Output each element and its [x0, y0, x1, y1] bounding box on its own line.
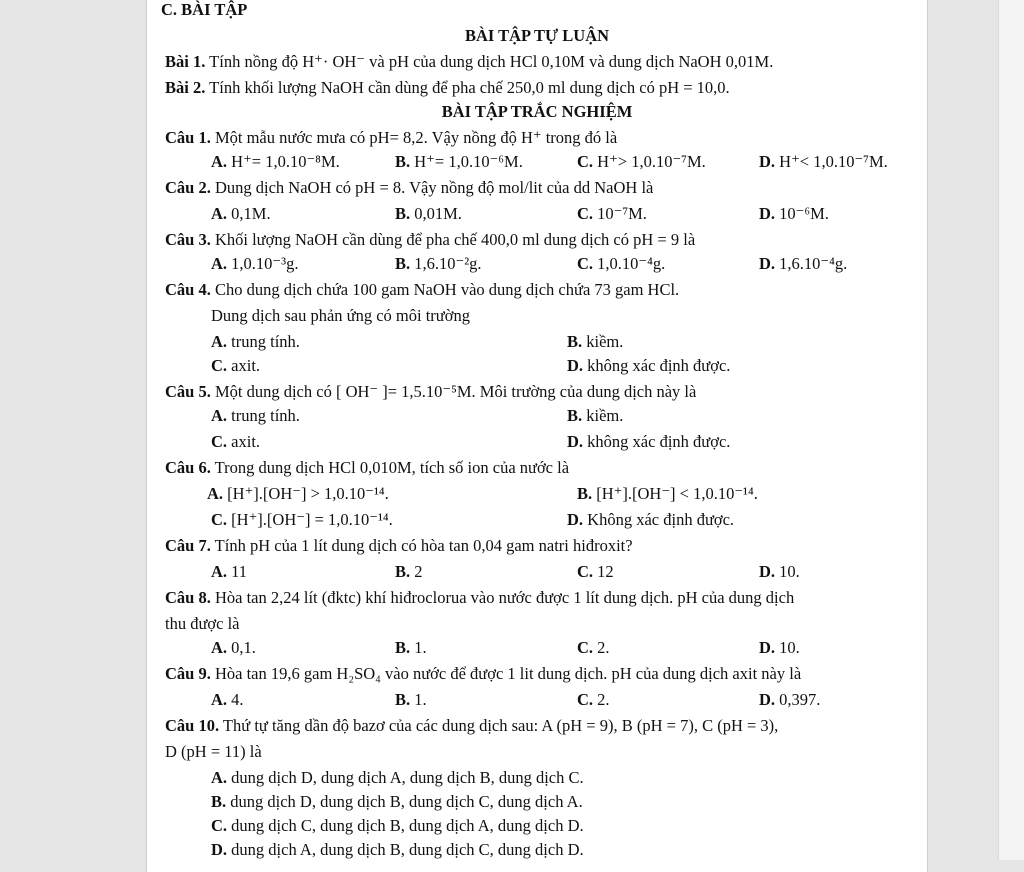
- option-c[interactable]: [577, 690, 610, 710]
- option-d[interactable]: [759, 204, 829, 224]
- option-key: A.: [211, 332, 228, 351]
- option-key: D.: [759, 254, 776, 273]
- option-text: H⁺< 1,0.10⁻⁷M.: [779, 152, 888, 171]
- option-text: H⁺> 1,0.10⁻⁷M.: [597, 152, 706, 171]
- option-text: 0,1.: [231, 638, 256, 657]
- option-text: 10.: [779, 638, 800, 657]
- option-key: C.: [211, 432, 228, 451]
- option-text: dung dịch D, dung dịch B, dung dịch C, dung dịch A.: [230, 792, 583, 811]
- option-text: [H⁺].[OH⁻] > 1,0.10⁻¹⁴.: [227, 484, 389, 503]
- question-label: Câu 1.: [165, 128, 211, 147]
- option-key: D.: [567, 510, 584, 529]
- option-c[interactable]: [211, 510, 393, 530]
- option-a[interactable]: [211, 406, 300, 426]
- option-b[interactable]: [577, 484, 758, 504]
- question-text: Một dung dịch có [ OH⁻ ]= 1,5.10⁻⁵M. Môi trường của dung dịch này là: [214, 382, 697, 401]
- essay-item: [165, 52, 773, 72]
- option-a[interactable]: [211, 254, 298, 274]
- question-text: Dung dịch NaOH có pH = 8. Vậy nồng độ mol/lit của dd NaOH là: [214, 178, 654, 197]
- option-text: kiềm.: [586, 406, 624, 425]
- option-key: C.: [211, 510, 228, 529]
- question-label: Câu 9.: [165, 664, 211, 683]
- question-text: Trong dung dịch HCl 0,010M, tích số ion của nước là: [214, 458, 570, 477]
- option-b[interactable]: [395, 638, 427, 658]
- question-label: Câu 10.: [165, 716, 220, 735]
- option-key: C.: [577, 204, 594, 223]
- document-page: [146, 0, 928, 872]
- question-text: Một mẫu nước mưa có pH= 8,2. Vậy nồng độ H⁺ trong đó là: [214, 128, 618, 147]
- question-2: [165, 178, 653, 198]
- question-text: Khối lượng NaOH cần dùng để pha chế 400,0 ml dung dịch có pH = 9 là: [214, 230, 696, 249]
- option-a[interactable]: [211, 638, 256, 658]
- option-key: B.: [395, 204, 411, 223]
- question-text: Tính pH của 1 lít dung dịch có hòa tan 0,04 gam natri hiđroxit?: [214, 536, 633, 555]
- option-key: A.: [211, 406, 228, 425]
- option-key: A.: [211, 768, 228, 787]
- option-a[interactable]: [211, 152, 340, 172]
- option-c[interactable]: [577, 562, 614, 582]
- option-key: C.: [211, 356, 228, 375]
- question-1: [165, 128, 617, 148]
- option-key: B.: [567, 406, 583, 425]
- option-text: 11: [231, 562, 248, 581]
- option-b[interactable]: [395, 204, 462, 224]
- option-c[interactable]: [211, 432, 260, 452]
- option-b[interactable]: [395, 562, 423, 582]
- question-8: [165, 588, 794, 608]
- option-c[interactable]: [577, 204, 647, 224]
- option-b[interactable]: [567, 332, 623, 352]
- option-text: axit.: [231, 432, 261, 451]
- option-text: dung dịch D, dung dịch A, dung dịch B, dung dịch C.: [231, 768, 584, 787]
- option-b[interactable]: [395, 690, 427, 710]
- option-d[interactable]: [759, 638, 800, 658]
- option-c[interactable]: [577, 152, 706, 172]
- essay-text: Tính nồng độ H⁺· OH⁻ và pH của dung dịch HCl 0,10M và dung dịch NaOH 0,01M.: [209, 52, 774, 71]
- option-a[interactable]: [207, 484, 389, 504]
- option-text: 2: [414, 562, 423, 581]
- option-d[interactable]: [211, 840, 584, 860]
- option-key: B.: [395, 638, 411, 657]
- viewer-edge: [998, 0, 1024, 860]
- option-b[interactable]: [211, 792, 583, 812]
- essay-label: Bài 2.: [165, 78, 206, 97]
- option-text: [H⁺].[OH⁻] < 1,0.10⁻¹⁴.: [596, 484, 758, 503]
- essay-heading: BÀI TẬP TỰ LUẬN: [464, 26, 610, 45]
- option-text: trung tính.: [231, 406, 300, 425]
- essay-text: Tính khối lượng NaOH cần dùng để pha chế 250,0 ml dung dịch có pH = 10,0.: [209, 78, 730, 97]
- option-key: D.: [759, 562, 776, 581]
- question-label: Câu 4.: [165, 280, 211, 299]
- option-key: C.: [577, 690, 594, 709]
- option-key: B.: [577, 484, 593, 503]
- option-a[interactable]: [211, 204, 271, 224]
- option-key: C.: [577, 638, 594, 657]
- option-d[interactable]: [759, 690, 820, 710]
- option-text: kiềm.: [586, 332, 624, 351]
- option-text: 10⁻⁶M.: [779, 204, 829, 223]
- question-label: Câu 5.: [165, 382, 211, 401]
- option-text: Không xác định được.: [587, 510, 735, 529]
- option-key: D.: [759, 690, 776, 709]
- option-text: 2.: [597, 690, 610, 709]
- option-key: D.: [759, 204, 776, 223]
- question-text: Hòa tan 2,24 lít (đktc) khí hiđroclorua vào nước được 1 lít dung dịch. pH của dung dịch: [214, 588, 795, 607]
- option-key: B.: [395, 562, 411, 581]
- question-text-continued: thu được là: [165, 614, 240, 633]
- option-d[interactable]: [567, 510, 734, 530]
- option-key: B.: [395, 152, 411, 171]
- option-d[interactable]: [567, 356, 730, 376]
- option-c[interactable]: [211, 356, 260, 376]
- option-text: không xác định được.: [587, 356, 731, 375]
- option-key: A.: [211, 562, 228, 581]
- question-label: Câu 2.: [165, 178, 211, 197]
- option-key: A.: [211, 152, 228, 171]
- option-c[interactable]: [577, 254, 665, 274]
- question-text: Thứ tự tăng dần độ bazơ của các dung dịch sau: A (pH = 9), B (pH = 7), C (pH = 3),: [222, 716, 779, 735]
- option-key: A.: [207, 484, 224, 503]
- option-key: C.: [211, 816, 228, 835]
- option-text: không xác định được.: [587, 432, 731, 451]
- option-key: A.: [211, 254, 228, 273]
- option-text: 1.: [414, 690, 427, 709]
- option-key: C.: [577, 254, 594, 273]
- question-6: [165, 458, 569, 478]
- option-key: B.: [395, 254, 411, 273]
- option-b[interactable]: [395, 254, 482, 274]
- question-4: [165, 280, 679, 300]
- option-d[interactable]: [759, 254, 847, 274]
- essay-label: Bài 1.: [165, 52, 206, 71]
- option-key: B.: [395, 690, 411, 709]
- option-text: dung dịch A, dung dịch B, dung dịch C, dung dịch D.: [231, 840, 584, 859]
- option-text: [H⁺].[OH⁻] = 1,0.10⁻¹⁴.: [231, 510, 393, 529]
- option-a[interactable]: [211, 690, 244, 710]
- option-key: D.: [567, 356, 584, 375]
- option-key: A.: [211, 638, 228, 657]
- question-label: Câu 6.: [165, 458, 211, 477]
- question-label: Câu 8.: [165, 588, 211, 607]
- question-label: Câu 7.: [165, 536, 211, 555]
- option-c[interactable]: [211, 816, 584, 836]
- option-key: D.: [759, 638, 776, 657]
- question-3: [165, 230, 695, 250]
- question-text: Hòa tan 19,6 gam H₂SO₄ vào nước để được 1 lit dung dịch. pH của dung dịch axit này là: [214, 664, 802, 683]
- question-text: Cho dung dịch chứa 100 gam NaOH vào dung dịch chứa 73 gam HCl.: [214, 280, 680, 299]
- option-text: 1,0.10⁻⁴g.: [597, 254, 666, 273]
- option-key: A.: [211, 204, 228, 223]
- question-5: [165, 382, 696, 402]
- option-text: 1.: [414, 638, 427, 657]
- question-9: [165, 664, 801, 684]
- option-text: 10.: [779, 562, 800, 581]
- option-b[interactable]: [567, 406, 623, 426]
- option-text: dung dịch C, dung dịch B, dung dịch A, dung dịch D.: [231, 816, 584, 835]
- question-text-continued: D (pH = 11) là: [165, 742, 262, 761]
- question-label: Câu 3.: [165, 230, 211, 249]
- section-title: C. BÀI TẬP: [161, 0, 248, 19]
- option-key: C.: [577, 562, 594, 581]
- essay-item: [165, 78, 730, 98]
- mc-heading: BÀI TẬP TRẮC NGHIỆM: [441, 102, 633, 121]
- option-key: D.: [567, 432, 584, 451]
- option-text: 1,6.10⁻²g.: [414, 254, 482, 273]
- option-text: H⁺= 1,0.10⁻⁸M.: [231, 152, 340, 171]
- option-text: 1,6.10⁻⁴g.: [779, 254, 848, 273]
- option-a[interactable]: [211, 562, 247, 582]
- question-10: [165, 716, 778, 736]
- option-d[interactable]: [759, 562, 800, 582]
- option-c[interactable]: [577, 638, 610, 658]
- option-text: axit.: [231, 356, 261, 375]
- option-b[interactable]: [395, 152, 523, 172]
- option-text: 0,397.: [779, 690, 821, 709]
- option-text: trung tính.: [231, 332, 300, 351]
- question-text-continued: Dung dịch sau phản ứng có môi trường: [211, 306, 470, 325]
- option-a[interactable]: [211, 768, 584, 788]
- question-7: [165, 536, 633, 556]
- option-text: 0,01M.: [414, 204, 462, 223]
- option-text: H⁺= 1,0.10⁻⁶M.: [414, 152, 523, 171]
- option-key: D.: [759, 152, 776, 171]
- option-a[interactable]: [211, 332, 300, 352]
- option-text: 2.: [597, 638, 610, 657]
- option-text: 0,1M.: [231, 204, 271, 223]
- option-key: B.: [211, 792, 227, 811]
- option-key: C.: [577, 152, 594, 171]
- option-text: 4.: [231, 690, 244, 709]
- option-text: 10⁻⁷M.: [597, 204, 647, 223]
- option-key: D.: [211, 840, 228, 859]
- option-key: A.: [211, 690, 228, 709]
- option-d[interactable]: [567, 432, 730, 452]
- option-key: B.: [567, 332, 583, 351]
- option-text: 1,0.10⁻³g.: [231, 254, 299, 273]
- option-d[interactable]: [759, 152, 888, 172]
- option-text: 12: [597, 562, 614, 581]
